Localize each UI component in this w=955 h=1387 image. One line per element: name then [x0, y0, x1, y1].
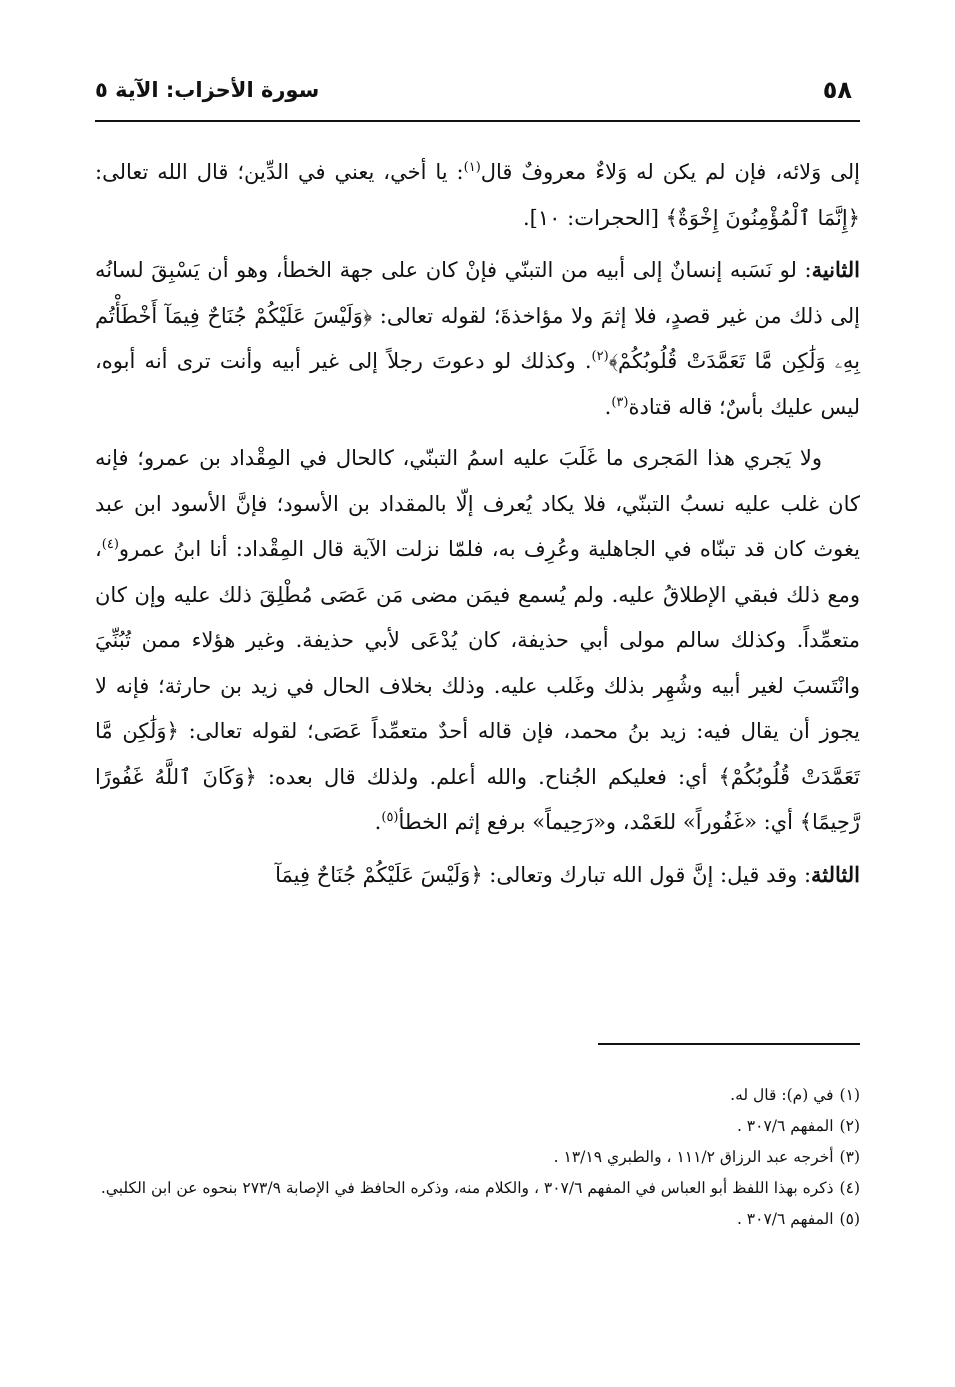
footnote-5	[95, 1204, 860, 1235]
text-run: : وقد قيل: إنَّ قول الله تبارك وتعالى:	[482, 862, 812, 887]
text-run: .	[604, 394, 612, 419]
surah-title: سورة الأحزاب: الآية ٥	[95, 78, 320, 102]
quran-verse: ﴿وَلَيْسَ عَلَيْكُمْ جُنَاحٌ فِيمَآ	[275, 862, 483, 887]
paragraph-2	[95, 247, 860, 430]
footnotes	[95, 1080, 860, 1235]
footnote-number: (٥)	[839, 1210, 860, 1228]
text-run: .	[374, 810, 382, 834]
footnote-ref: (٥)	[381, 810, 399, 825]
footnote-4	[95, 1173, 860, 1204]
paragraph-4	[95, 852, 860, 899]
footnote-text: المفهم ٣٠٧/٦ .	[736, 1117, 834, 1135]
footnote-text: المفهم ٣٠٧/٦ .	[736, 1210, 834, 1228]
main-text	[95, 150, 860, 904]
section-lead: الثانية	[811, 257, 860, 282]
quran-verse: ﴿وَكَانَ ٱللَّهُ غَفُورًا رَّحِيمًا﴾	[95, 764, 860, 834]
page-number: ٥٨	[822, 76, 852, 104]
footnote-number: (٢)	[839, 1117, 860, 1135]
footnote-text: ذكره بهذا اللفظ أبو العباس في المفهم ٣٠٧/٦ ، والكلام منه، وذكره الحافظ في الإصابة ٢٧٣/٩ بنحوه عن ابن الكلبي.	[100, 1179, 834, 1197]
section-lead: الثالثة	[811, 861, 860, 887]
footnote-ref: (٤)	[101, 537, 119, 552]
text-run: ولا يَجري هذا المَجرى ما غَلَبَ عليه اسمُ التبنّي، كالحال في المِقْداد بن عمرو؛ فإنه كان غلب عليه نسبُ التبنّي، فلا يكاد يُعرف إلّا بالمقداد بن الأسود؛ فإنَّ الأسود ابن عبد يغوث كان قد تبنّاه في الجاهلية وعُرِف به، فلمّا نزلت الآية قال المِقْداد: أنا ابنُ عمرو	[95, 446, 860, 561]
footnote-number: (١)	[839, 1086, 860, 1104]
text-run: : لو نَسَبه إنسانٌ إلى أبيه من التبنّي فإنْ كان على جهة الخطأ، وهو أن يَسْبِقَ لسانُه إلى ذلك من غير قصدٍ، فلا إثمَ ولا مؤاخذةَ؛ لقوله تعالى:	[95, 258, 861, 328]
footnote-1	[95, 1080, 860, 1111]
text-run: ، ومع ذلك فبقي الإطلاقُ عليه. ولم يُسمع فيمَن مضى مَن عَصَى مُطْلِقَ ذلك عليه وإن كان متعمِّداً. وكذلك سالم مولى أبي حذيفة، كان يُدْعَى لأبي حذيفة. وغير هؤلاء ممن تُبُنِّيَ وانْتَسبَ لغير أبيه وشُهِر بذلك وغَلب عليه. وذلك بخلاف الحال في زيد بن حارثة؛ فإنه لا يجوز أن يقال فيه: زيد بنُ محمد، فإن قاله أحدٌ متعمِّداً عَصَى؛ لقوله تعالى:	[95, 537, 861, 743]
footnote-divider	[598, 1043, 860, 1045]
text-run: أي: فعليكم الجُناح. والله أعلم. ولذلك قال بعده:	[256, 764, 719, 789]
text-run: : يا أخي، يعني في الدِّين؛ قال الله تعالى:	[95, 160, 464, 184]
quran-verse: ﴿إِنَّمَا ٱلْمُؤْمِنُونَ إِخْوَةٌ﴾	[665, 205, 860, 230]
footnote-ref: (١)	[463, 160, 481, 175]
paragraph-3	[95, 436, 860, 846]
paragraph-1	[95, 150, 860, 241]
footnote-number: (٤)	[839, 1179, 860, 1197]
footnote-ref: (٢)	[591, 349, 609, 364]
text-run: [الحجرات: ١٠].	[523, 205, 666, 230]
quran-verse: ﴿وَلَيْسَ عَلَيْكُمْ جُنَاحٌ فِيمَآ أَخْطَأْتُم بِهِۦ وَلَٰكِن مَّا تَعَمَّدَتْ قُلُوبُكُمْ﴾	[95, 303, 861, 373]
footnote-text: في (م): قال له.	[730, 1086, 834, 1104]
footnote-text: أخرجه عبد الرزاق ١١١/٢ ، والطبري ١٣/١٩ .	[553, 1148, 834, 1166]
text-run: إلى وَلائه، فإن لم يكن له وَلاءٌ معروفٌ قال	[480, 160, 860, 184]
quran-verse: ﴿وَلَٰكِن مَّا تَعَمَّدَتْ قُلُوبُكُمْ﴾	[95, 719, 860, 789]
footnote-number: (٣)	[839, 1148, 860, 1166]
footnote-2	[95, 1111, 860, 1142]
page-header	[95, 70, 860, 122]
text-run: . وكذلك لو دعوتَ رجلاً إلى غير أبيه وأنت ترى أنه أبوه، ليس عليك بأسٌ؛ قاله قتادة	[95, 349, 860, 419]
footnote-3	[95, 1142, 860, 1173]
text-run: أي: «غَفُوراً» للعَمْد، و«رَحِيماً» برفع إثم الخطأ	[398, 810, 800, 834]
footnote-ref: (٣)	[611, 394, 629, 410]
